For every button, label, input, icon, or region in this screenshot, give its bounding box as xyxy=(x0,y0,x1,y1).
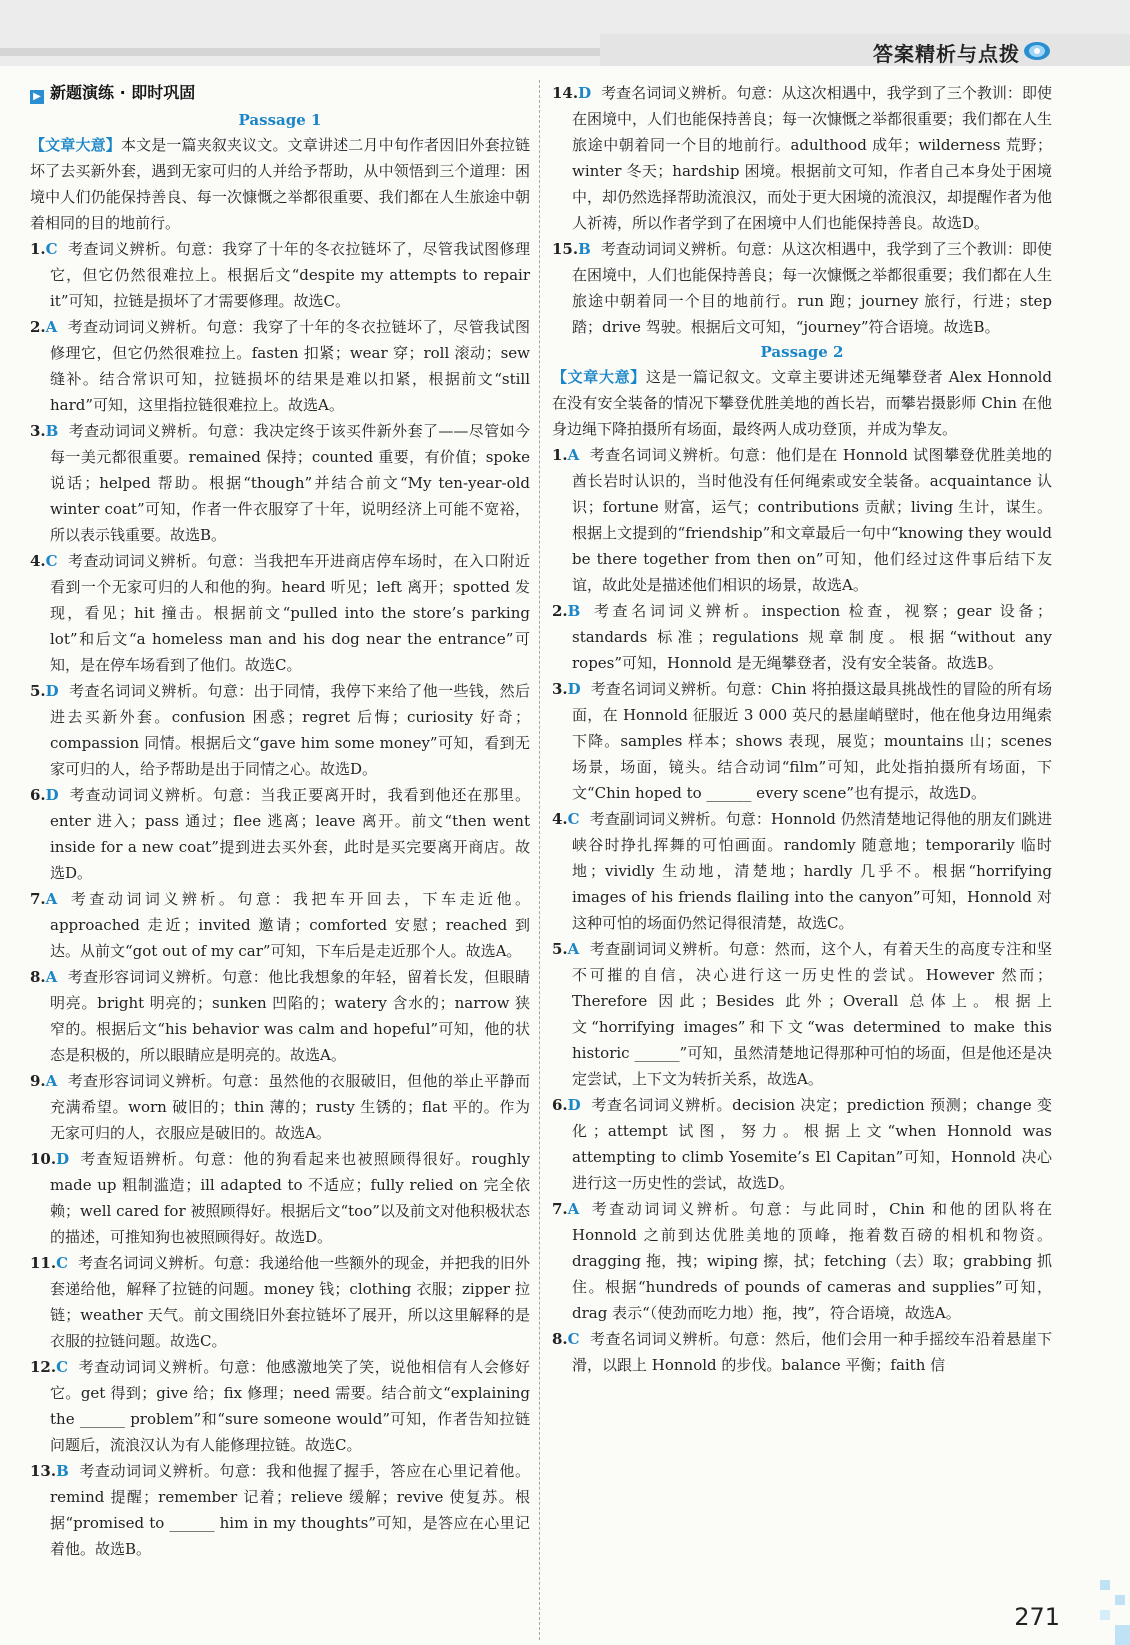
answer-letter: A xyxy=(567,446,580,464)
question-number: 9. xyxy=(30,1072,46,1090)
answer-explanation: 考查名词词义辨析。句意：他们是在 Honnold 试图攀登优胜美地的酋长岩时认识的，当时他没有任何绳索或安全装备。acquaintance 认识；fortune 财富，运气；contributions 贡献；living 生计，谋生。根据上文提到的“friendship”和文章最后一句中“knowing they would be there together from then on”可知，他们经过这件事后结下友谊，故此处是描述他们相识的场景，故选A。 xyxy=(572,446,1052,594)
question-number: 4. xyxy=(552,810,568,828)
answer-explanation: 考查名词词义辨析。inspection 检查，视察；gear 设备；standards 标准；regulations 规章制度。根据“without any ropes”可知，Honnold 是无绳攀登者，没有安全装备。故选B。 xyxy=(572,602,1052,672)
answer-letter: A xyxy=(567,940,580,958)
passage1-answer-item xyxy=(30,548,530,678)
question-number: 6. xyxy=(30,786,46,804)
question-number: 11. xyxy=(30,1254,57,1272)
question-number: 8. xyxy=(552,1330,568,1348)
passage-1-answers-continued xyxy=(552,80,1052,340)
summary-tag: 【文章大意】 xyxy=(30,136,121,154)
passage1-answer-item xyxy=(30,1146,530,1250)
answer-explanation: 考查动词词义辨析。句意：当我把车开进商店停车场时，在入口附近看到一个无家可归的人和他的狗。heard 听见；left 离开；spotted 发现，看见；hit 撞击。根据前文“pulled into the store’s parking lot”和后文“a homeless man and his dog near the entrance”可知，是在停车场看到了他们。故选C。 xyxy=(50,552,530,674)
passage2-answer-item xyxy=(552,1092,1052,1196)
answer-explanation: 考查动词词义辨析。句意：从这次相遇中，我学到了三个教训：即使在困境中，人们也能保持善良；每一次慷慨之举都很重要；我们都在人生旅途中朝着同一个目的地前行。run 跑；journey 旅行，行进；step 踏；drive 驾驶。根据后文可知，“journey”符合语境。故选B。 xyxy=(572,240,1053,336)
answer-explanation: 考查短语辨析。句意：他的狗看起来也被照顾得很好。roughly made up 粗制滥造；ill adapted to 不适应；fully relied on 完全依赖；well cared for 被照顾得好。根据后文“too”以及前文对他积极状态的描述，可推知狗也被照顾得好。故选D。 xyxy=(50,1150,530,1246)
question-number: 10. xyxy=(30,1150,57,1168)
passage-2-answers xyxy=(552,442,1052,1378)
answer-explanation: 考查名词词义辨析。句意：然后，他们会用一种手摇绞车沿着悬崖下滑，以跟上 Honnold 的步伐。balance 平衡；faith 信 xyxy=(572,1330,1052,1374)
question-number: 2. xyxy=(552,602,568,620)
section-title: ▶ 新题演练 · 即时巩固 xyxy=(30,80,530,106)
answer-explanation: 考查名词词义辨析。decision 决定；prediction 预测；change 变化；attempt 试图，努力。根据上文“when Honnold was attempting to climb Yosemite’s El Capitan”可知，Honnold 决心进行这一历史性的尝试，故选D。 xyxy=(572,1096,1052,1192)
question-number: 1. xyxy=(552,446,568,464)
answer-explanation: 考查名词词义辨析。句意：出于同情，我停下来给了他一些钱，然后进去买新外套。confusion 困惑；regret 后悔；curiosity 好奇；compassion 同情。根据后文“gave him some money”可知，看到无家可归的人，给予帮助是出于同情之心。故选D。 xyxy=(50,682,530,778)
answer-explanation: 考查名词词义辨析。句意：Chin 将拍摄这最具挑战性的冒险的所有场面，在 Honnold 征服近 3 000 英尺的悬崖峭壁时，他在他身边用绳索下降。samples 样本；shows 表现，展览；mountains 山；scenes 场景，场面，镜头。结合动词“film”可知，此处指拍摄所有场面，下文“Chin hoped to ______ every scene”也有提示，故选D。 xyxy=(572,680,1052,802)
answer-letter: A xyxy=(567,1200,580,1218)
header-stripe xyxy=(0,48,640,56)
passage2-answer-item xyxy=(552,1326,1052,1378)
header-title: 答案精析与点拨 xyxy=(873,42,1020,66)
answer-explanation: 考查动词词义辨析。句意：他感激地笑了笑，说他相信有人会修好它。get 得到；give 给；fix 修理；need 需要。结合前文“explaining the ______ problem”和“sure someone would”可知，作者告知拉链问题后，流浪汉认为有人能修理拉链。故选C。 xyxy=(50,1358,530,1454)
question-number: 1. xyxy=(30,240,46,258)
passage1-answer-item xyxy=(30,1458,530,1562)
question-number: 15. xyxy=(552,240,579,258)
column-divider xyxy=(539,80,540,1640)
passage1-answer-item xyxy=(30,782,530,886)
answer-letter: C xyxy=(567,1330,580,1348)
passage1-answer-item xyxy=(552,236,1052,340)
answer-letter: A xyxy=(45,890,58,908)
answer-letter: D xyxy=(56,1150,70,1168)
answer-explanation: 考查名词词义辨析。句意：我递给他一些额外的现金，并把我的旧外套递给他，解释了拉链的问题。money 钱；clothing 衣服；zipper 拉链；weather 天气。前文围绕旧外套拉链坏了展开，所以这里解释的是衣服的拉链问题。故选C。 xyxy=(50,1254,530,1350)
answer-explanation: 考查动词词义辨析。句意：与此同时，Chin 和他的团队将在 Honnold 之前到达优胜美地的顶峰，拖着数百磅的相机和物资。dragging 拖，拽；wiping 擦，拭；fetching（去）取；grabbing 抓住。根据“hundreds of pounds of cameras and supplies”可知，drag 表示“（使劲而吃力地）拖，拽”，符合语境，故选A。 xyxy=(572,1200,1052,1322)
passage-1-label: Passage 1 xyxy=(238,111,322,129)
answer-letter: A xyxy=(45,318,58,336)
question-number: 5. xyxy=(30,682,46,700)
answer-letter: A xyxy=(45,968,58,986)
passage-1-answers xyxy=(30,236,530,1562)
question-number: 3. xyxy=(30,422,46,440)
passage2-answer-item xyxy=(552,442,1052,598)
answer-letter: D xyxy=(45,682,59,700)
answer-letter: A xyxy=(45,1072,58,1090)
question-number: 13. xyxy=(30,1462,57,1480)
answer-letter: D xyxy=(45,786,59,804)
corner-decoration xyxy=(1070,1580,1130,1645)
passage2-answer-item xyxy=(552,1196,1052,1326)
right-column xyxy=(552,80,1052,1378)
answer-letter: C xyxy=(45,240,58,258)
answer-letter: B xyxy=(567,602,581,620)
answer-explanation: 考查副词词义辨析。句意：Honnold 仍然清楚地记得他的朋友们跳进峡谷时挣扎挥舞的可怕画面。randomly 随意地；temporarily 临时地；vividly 生动地，清楚地；hardly 几乎不。根据“horrifying images of his friends flailing into the canyon”可知，Honnold 对这种可怕的场面仍然记得很清楚，故选C。 xyxy=(572,810,1052,932)
question-number: 5. xyxy=(552,940,568,958)
passage1-answer-item xyxy=(30,886,530,964)
passage1-answer-item xyxy=(30,314,530,418)
eye-logo-icon xyxy=(1022,38,1052,64)
passage1-answer-item xyxy=(30,1250,530,1354)
answer-letter: B xyxy=(45,422,59,440)
question-number: 6. xyxy=(552,1096,568,1114)
passage-2-summary: 【文章大意】这是一篇记叙文。文章主要讲述无绳攀登者 Alex Honnold 在没有安全装备的情况下攀登优胜美地的酋长岩，而攀岩摄影师 Chin 在他身边绳下降拍摄所有场面，最终两人成功登顶，并成为挚友。 xyxy=(552,368,1052,438)
passage1-answer-item xyxy=(30,418,530,548)
answer-letter: D xyxy=(578,84,592,102)
answer-letter: D xyxy=(567,1096,581,1114)
answer-explanation: 考查动词词义辨析。句意：我决定终于该买件新外套了——尽管如今每一美元都很重要。remained 保持；counted 重要，有价值；spoke 说话；helped 帮助。根据“though”并结合前文“My ten-year-old winter coat”可知，作者一件衣服穿了十年，说明经济上可能不宽裕，所以表示钱重要。故选B。 xyxy=(50,422,530,544)
passage-2-label: Passage 2 xyxy=(760,343,844,361)
passage1-answer-item xyxy=(30,1354,530,1458)
passage2-answer-item xyxy=(552,806,1052,936)
passage-1-summary: 【文章大意】本文是一篇夹叙夹议文。文章讲述二月中旬作者因旧外套拉链坏了去买新外套，遇到无家可归的人并给予帮助，从中领悟到三个道理：困境中人们仍能保持善良、每一次慷慨之举都很重要、我们都在人生旅途中朝着相同的目的地前行。 xyxy=(30,136,530,232)
answer-explanation: 考查动词词义辨析。句意：我和他握了握手，答应在心里记着他。remind 提醒；remember 记着；relieve 缓解；revive 使复苏。根据“promised to ______ him in my thoughts”可知，是答应在心里记着他。故选B。 xyxy=(50,1462,530,1558)
passage2-answer-item xyxy=(552,676,1052,806)
summary-tag: 【文章大意】 xyxy=(552,368,646,386)
answer-explanation: 考查名词词义辨析。句意：从这次相遇中，我学到了三个教训：即使在困境中，人们也能保持善良；每一次慷慨之举都很重要；我们都在人生旅途中朝着同一个目的地前行。adulthood 成年；wilderness 荒野；winter 冬天；hardship 困境。根据前文可知，作者自己本身处于困境中，却仍然选择帮助流浪汉，而处于更大困境的流浪汉，却提醒作者为他人祈祷，所以作者学到了在困境中人们也能保持善良。故选D。 xyxy=(572,84,1053,232)
question-number: 3. xyxy=(552,680,568,698)
passage1-answer-item xyxy=(30,236,530,314)
question-number: 12. xyxy=(30,1358,57,1376)
answer-explanation: 考查形容词词义辨析。句意：他比我想象的年轻，留着长发，但眼睛明亮。bright 明亮的；sunken 凹陷的；watery 含水的；narrow 狭窄的。根据后文“his behavior was calm and hopeful”可知，他的状态是积极的，所以眼睛应是明亮的。故选A。 xyxy=(50,968,530,1064)
question-number: 2. xyxy=(30,318,46,336)
answer-explanation: 考查词义辨析。句意：我穿了十年的冬衣拉链坏了，尽管我试图修理它，但它仍然很难拉上。根据后文“despite my attempts to repair it”可知，拉链是损坏了才需要修理。故选C。 xyxy=(50,240,530,310)
left-column xyxy=(30,80,530,1562)
question-number: 8. xyxy=(30,968,46,986)
answer-explanation: 考查动词词义辨析。句意：我把车开回去，下车走近他。approached 走近；invited 邀请；comforted 安慰；reached 到达。从前文“got out of my car”可知，下车后是走近那个人。故选A。 xyxy=(50,890,530,960)
answer-letter: C xyxy=(56,1358,69,1376)
passage1-answer-item xyxy=(552,80,1052,236)
passage2-answer-item xyxy=(552,598,1052,676)
answer-explanation: 考查动词词义辨析。句意：当我正要离开时，我看到他还在那里。enter 进入；pass 通过；flee 逃离；leave 离开。前文“then went inside for a new coat”提到进去买外套，此时是买完要离开商店。故选D。 xyxy=(50,786,530,882)
answer-explanation: 考查形容词词义辨析。句意：虽然他的衣服破旧，但他的举止平静而充满希望。worn 破旧的；thin 薄的；rusty 生锈的；flat 平的。作为无家可归的人，衣服应是破旧的。故选A。 xyxy=(50,1072,530,1142)
question-number: 7. xyxy=(30,890,46,908)
question-number: 4. xyxy=(30,552,46,570)
arrow-icon: ▶ xyxy=(30,90,44,104)
passage1-answer-item xyxy=(30,964,530,1068)
passage2-answer-item xyxy=(552,936,1052,1092)
question-number: 7. xyxy=(552,1200,568,1218)
passage1-answer-item xyxy=(30,678,530,782)
passage1-answer-item xyxy=(30,1068,530,1146)
answer-letter: D xyxy=(567,680,581,698)
answer-letter: C xyxy=(56,1254,69,1272)
answer-letter: C xyxy=(45,552,58,570)
answer-explanation: 考查副词词义辨析。句意：然而，这个人，有着天生的高度专注和坚不可摧的自信，决心进行这一历史性的尝试。However 然而；Therefore 因此；Besides 此外；Overall 总体上。根据上文“horrifying images”和下文“was determined to make this historic ______”可知，虽然清楚地记得那种可怕的场面，但是他还是决定尝试，上下文为转折关系，故选A。 xyxy=(572,940,1052,1088)
answer-letter: B xyxy=(578,240,591,258)
question-number: 14. xyxy=(552,84,579,102)
answer-explanation: 考查动词词义辨析。句意：我穿了十年的冬衣拉链坏了，尽管我试图修理它，但它仍然很难拉上。fasten 扣紧；wear 穿；roll 滚动；sew 缝补。结合常识可知，拉链损坏的结果是难以扣紧，根据前文“still hard”可知，这里指拉链很难拉上。故选A。 xyxy=(50,318,530,414)
answer-letter: B xyxy=(56,1462,69,1480)
page-number: 271 xyxy=(1014,1603,1060,1631)
answer-letter: C xyxy=(567,810,580,828)
